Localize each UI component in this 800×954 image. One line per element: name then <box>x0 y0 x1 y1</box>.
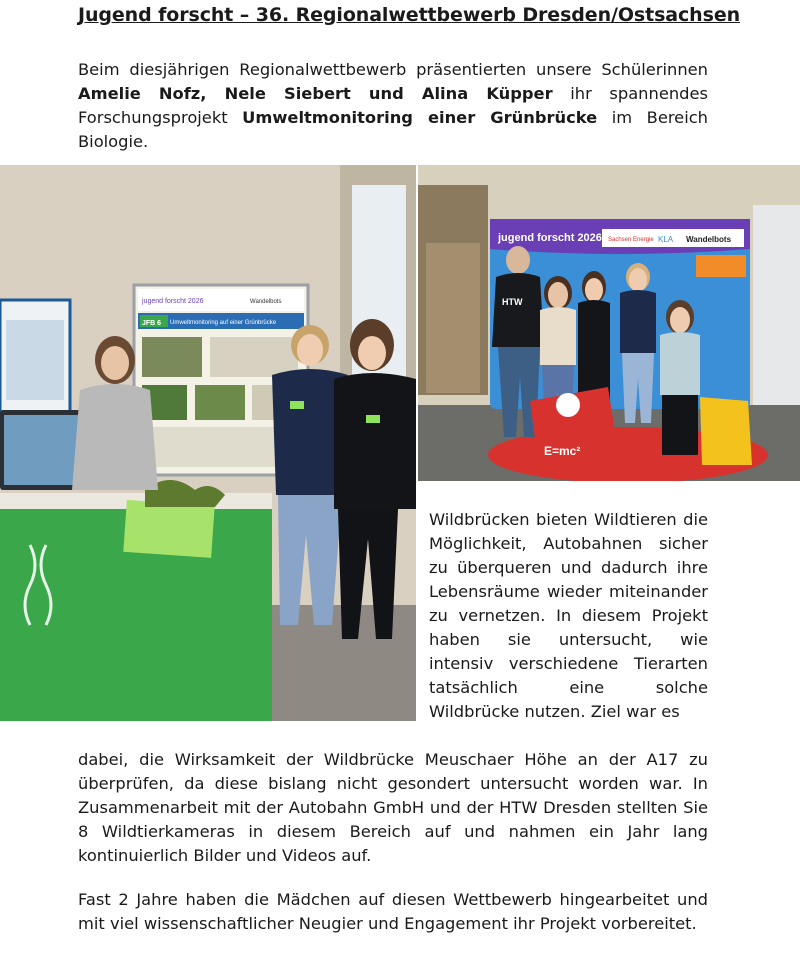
girl-4-jacket <box>660 332 700 395</box>
sponsor-2: KLA <box>658 235 674 244</box>
poster-title: Umweltmonitoring auf einer Grünbrücke <box>170 320 277 326</box>
photo-group-banner-illustration <box>418 165 800 481</box>
body-text-full: dabei, die Wirksamkeit der Wildbrücke Meuschaer Höhe an der A17 zu überprüfen, da diese bislang nicht gesondert untersucht worden war. In Zusammenarbeit mit der Autobahn GmbH und der HTW Dresden stellten Sie 8 Wildtierkameras in diesem Bereich auf und nahmen ein Jahr lang kontinuierlich Bilder und Videos auf. <box>78 750 708 865</box>
student-3-shirt <box>334 373 416 509</box>
student-names: Amelie Nofz, Nele Siebert und Alina Küpper <box>78 84 553 103</box>
photo-group-banner <box>418 165 800 481</box>
girl-1-face <box>548 282 568 308</box>
side-poster-content <box>6 320 64 400</box>
cube-emblem <box>556 393 580 417</box>
poster-image-1 <box>142 337 202 377</box>
intro-paragraph <box>78 58 708 154</box>
intro-text-2: ihr spannendes Forschungsprojekt <box>78 84 708 127</box>
closing-paragraph: Fast 2 Jahre haben die Mädchen auf diesen Wettbewerb hingearbeitet und mit viel wissenschaftlicher Neugier und Engagement ihr Projekt vorbereitet. <box>78 890 708 933</box>
sponsor-3: Wandelbots <box>686 235 732 244</box>
man-face <box>506 246 530 274</box>
student-3-face <box>358 336 386 370</box>
photo-poster-stand <box>0 165 416 721</box>
man-shirt <box>492 273 544 347</box>
banner-brand: jugend forscht 2026 <box>498 232 602 244</box>
project-title: Umweltmonitoring einer Grünbrücke <box>242 108 598 127</box>
student-3-badge <box>366 415 380 423</box>
girl-2-face <box>585 278 603 302</box>
girl-4-trousers <box>662 395 698 455</box>
intro-text-1: Beim diesjährigen Regionalwettbewerb präsentierten unsere Schülerinnen <box>78 60 708 79</box>
poster-image-3 <box>195 385 245 420</box>
girl-1-top <box>540 307 576 365</box>
banner-info-tag <box>696 255 746 277</box>
article-title: Jugend forscht – 36. Regionalwettbewerb Dresden/Ostsachsen <box>78 4 741 26</box>
student-2-badge <box>290 401 304 409</box>
photo-poster-stand-illustration <box>0 165 416 721</box>
student-1-body <box>72 384 158 490</box>
door <box>426 243 480 393</box>
intro-text-3: im Bereich Biologie. <box>78 108 708 151</box>
body-text-side: Wildbrücken bieten Wildtieren die Möglichkeit, Autobahnen sicher zu überqueren und dadurch ihre Lebensräume wieder miteinander zu vernetzen. In diesem Projekt haben sie untersucht, wie intensiv verschiedene Tierarten tatsächlich eine solche Wildbrücke nutzen. Ziel war es <box>429 510 708 721</box>
student-2-face <box>297 334 323 366</box>
girl-4-face <box>670 307 690 333</box>
poster-text-block <box>210 337 298 377</box>
notice-board <box>753 205 800 405</box>
poster-brand: jugend forscht 2026 <box>142 298 204 305</box>
cube-formula: E=mc² <box>544 444 581 458</box>
yellow-cube <box>700 397 752 465</box>
girl-3-face <box>629 268 647 292</box>
green-flyer <box>123 500 214 558</box>
student-1-face <box>101 346 129 380</box>
poster-code: JFB 6 <box>142 320 162 327</box>
girl-3-shirt <box>620 290 656 353</box>
shirt-text: HTW <box>502 297 523 307</box>
sponsor-1: Sachsen Energie <box>608 237 654 243</box>
poster-sponsor: Wandelbots <box>250 299 282 305</box>
